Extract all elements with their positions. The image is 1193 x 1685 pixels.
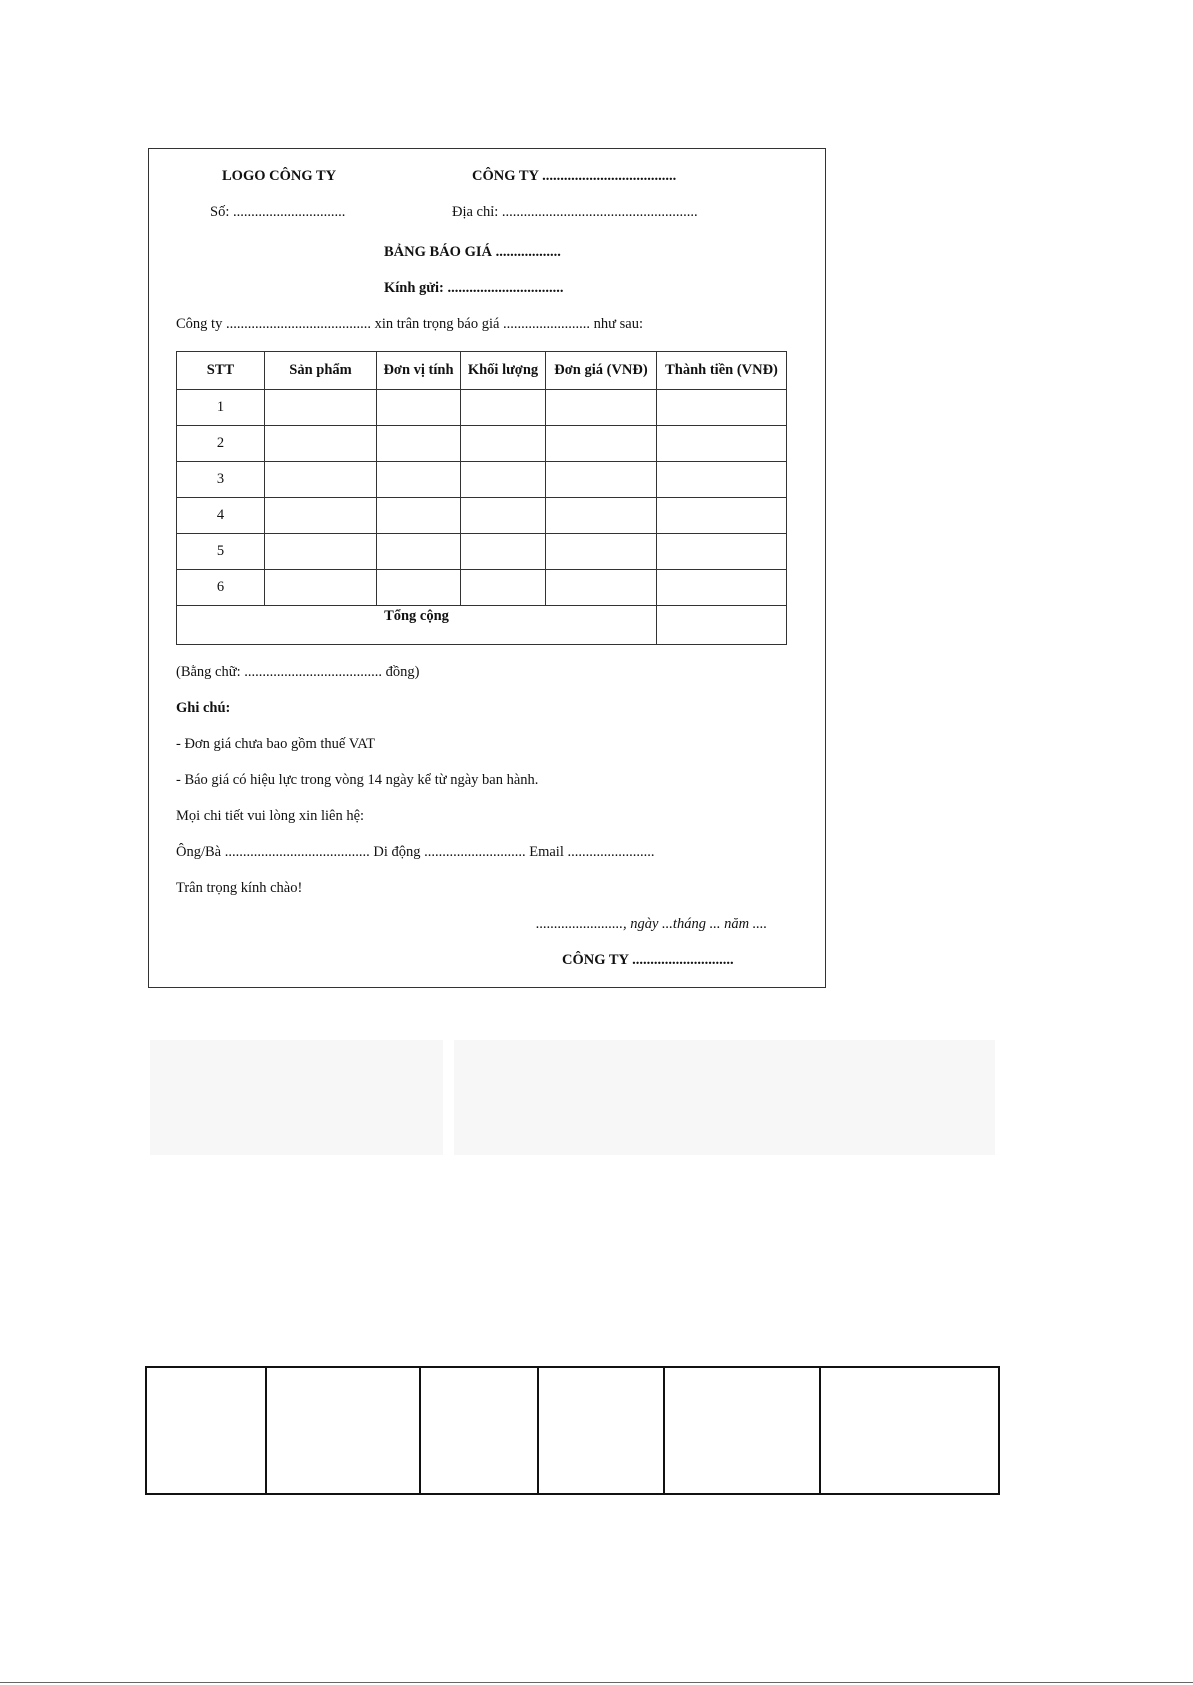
intro-text: Công ty ........................................ xin trân trọng báo giá ........................ như sau: xyxy=(176,316,643,332)
row-number: 2 xyxy=(177,426,265,462)
table-header-row xyxy=(177,352,787,390)
quantity-cell xyxy=(461,390,546,426)
unit-price-cell xyxy=(546,462,657,498)
product-cell xyxy=(265,426,377,462)
unit-price-cell xyxy=(546,534,657,570)
recipient-line: Kính gửi: ................................ xyxy=(384,280,564,296)
quantity-cell xyxy=(461,534,546,570)
quotation-table xyxy=(176,351,787,645)
empty-cell xyxy=(146,1367,266,1494)
unit-price-cell xyxy=(546,426,657,462)
empty-cell xyxy=(420,1367,538,1494)
blank-placeholder-box xyxy=(150,1040,443,1155)
amount-cell xyxy=(657,390,787,426)
document-number: Số: ............................... xyxy=(210,204,346,220)
unit-price-cell xyxy=(546,390,657,426)
note-item: - Báo giá có hiệu lực trong vòng 14 ngày kể từ ngày ban hành. xyxy=(176,772,539,788)
total-amount-cell xyxy=(657,606,787,645)
column-header-quantity: Khối lượng xyxy=(461,352,546,390)
amount-in-words: (Bằng chữ: ...................................... đồng) xyxy=(176,664,420,680)
amount-cell xyxy=(657,426,787,462)
document-title: BẢNG BÁO GIÁ .................. xyxy=(384,244,561,260)
row-number: 5 xyxy=(177,534,265,570)
unit-cell xyxy=(377,570,461,606)
unit-cell xyxy=(377,390,461,426)
row-number: 6 xyxy=(177,570,265,606)
contact-intro: Mọi chi tiết vui lòng xin liên hệ: xyxy=(176,808,365,824)
product-cell xyxy=(265,534,377,570)
row-number: 1 xyxy=(177,390,265,426)
blank-placeholder-box xyxy=(454,1040,995,1155)
page-bottom-divider xyxy=(0,1682,1193,1683)
row-number: 4 xyxy=(177,498,265,534)
unit-cell xyxy=(377,534,461,570)
contact-line: Ông/Bà ........................................ Di động ............................ Email ........................ xyxy=(176,844,655,860)
quantity-cell xyxy=(461,426,546,462)
table-row xyxy=(146,1367,999,1494)
table-row xyxy=(177,390,787,426)
quantity-cell xyxy=(461,462,546,498)
table-row xyxy=(177,426,787,462)
date-line: ........................, ngày ...tháng ... năm .... xyxy=(536,916,768,932)
unit-cell xyxy=(377,426,461,462)
product-cell xyxy=(265,462,377,498)
column-header-unit: Đơn vị tính xyxy=(377,352,461,390)
amount-cell xyxy=(657,462,787,498)
amount-cell xyxy=(657,534,787,570)
amount-cell xyxy=(657,498,787,534)
empty-cell xyxy=(266,1367,420,1494)
unit-cell xyxy=(377,462,461,498)
signature-company: CÔNG TY ............................ xyxy=(562,952,734,968)
empty-cell xyxy=(664,1367,820,1494)
table-row xyxy=(177,534,787,570)
total-label: Tổng cộng xyxy=(177,606,657,645)
empty-cell xyxy=(820,1367,999,1494)
unit-price-cell xyxy=(546,570,657,606)
company-name: CÔNG TY ..................................... xyxy=(472,168,677,184)
table-row xyxy=(177,498,787,534)
logo-placeholder: LOGO CÔNG TY xyxy=(222,168,337,184)
quantity-cell xyxy=(461,570,546,606)
row-number: 3 xyxy=(177,462,265,498)
unit-price-cell xyxy=(546,498,657,534)
product-cell xyxy=(265,390,377,426)
column-header-stt: STT xyxy=(177,352,265,390)
note-item: - Đơn giá chưa bao gồm thuế VAT xyxy=(176,736,376,752)
column-header-product: Sản phẩm xyxy=(265,352,377,390)
table-total-row xyxy=(177,606,787,645)
column-header-amount: Thành tiền (VNĐ) xyxy=(657,352,787,390)
closing-text: Trân trọng kính chào! xyxy=(176,880,303,896)
column-header-unit-price: Đơn giá (VNĐ) xyxy=(546,352,657,390)
blank-bordered-table xyxy=(145,1366,1000,1495)
notes-title: Ghi chú: xyxy=(176,700,231,716)
table-row xyxy=(177,462,787,498)
product-cell xyxy=(265,570,377,606)
product-cell xyxy=(265,498,377,534)
company-address: Địa chỉ: ...................................................... xyxy=(452,204,698,220)
amount-cell xyxy=(657,570,787,606)
unit-cell xyxy=(377,498,461,534)
empty-cell xyxy=(538,1367,664,1494)
quantity-cell xyxy=(461,498,546,534)
table-row xyxy=(177,570,787,606)
